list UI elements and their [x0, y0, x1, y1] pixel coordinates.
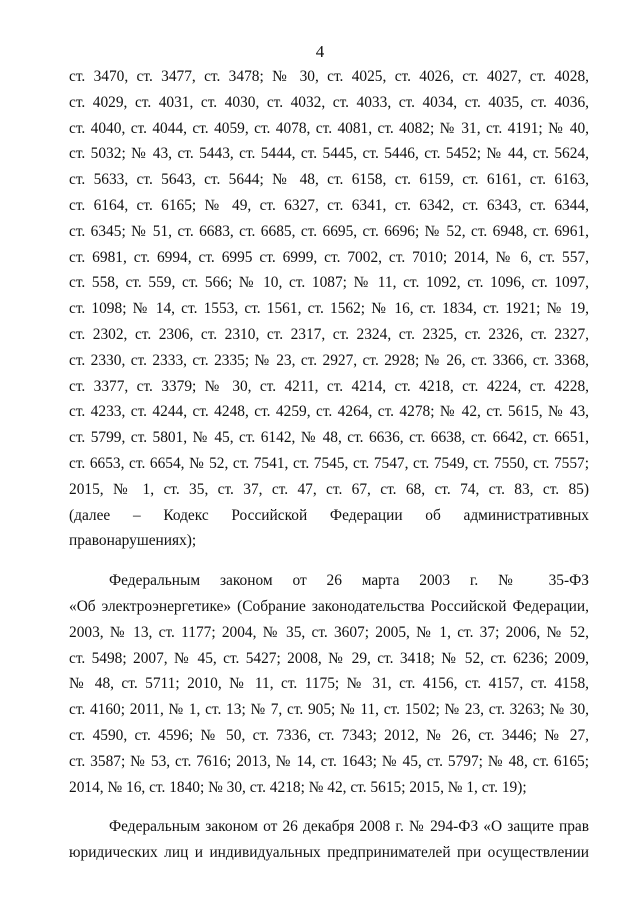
- text-line: ст. 4040, ст. 4044, ст. 4059, ст. 4078, ст. 4081, ст. 4082; № 31, ст. 4191; № 40,: [69, 119, 589, 137]
- text-line: ст. 6164, ст. 6165; № 49, ст. 6327, ст. 6341, ст. 6342, ст. 6343, ст. 6344,: [69, 196, 589, 214]
- text-line: 2003, № 13, ст. 1177; 2004, № 35, ст. 3607; 2005, № 1, ст. 37; 2006, № 52,: [69, 623, 589, 641]
- text-line: ст. 3470, ст. 3477, ст. 3478; № 30, ст. 4025, ст. 4026, ст. 4027, ст. 4028,: [69, 68, 589, 85]
- paragraph-spacer: [69, 800, 589, 814]
- text-line: юридических лиц и индивидуальных предпринимателей при осуществлении: [69, 844, 589, 862]
- text-line: 2015, № 1, ст. 35, ст. 37, ст. 47, ст. 67, ст. 68, ст. 74, ст. 83, ст. 85): [69, 480, 589, 498]
- paragraph-protection-rights-law: [69, 814, 589, 866]
- text-line: ст. 5799, ст. 5801, № 45, ст. 6142, № 48, ст. 6636, ст. 6638, ст. 6642, ст. 6651,: [69, 429, 589, 447]
- paragraph-spacer: [69, 554, 589, 568]
- text-line: ст. 4590, ст. 4596; № 50, ст. 7336, ст. 7343; 2012, № 26, ст. 3446; № 27,: [69, 726, 589, 744]
- text-line: ст. 5498; 2007, № 45, ст. 5427; 2008, № 29, ст. 3418; № 52, ст. 6236; 2009,: [69, 649, 589, 667]
- paragraph-code-citations: [69, 64, 589, 554]
- text-line: ст. 2330, ст. 2333, ст. 2335; № 23, ст. 2927, ст. 2928; № 26, ст. 3366, ст. 3368,: [69, 351, 589, 369]
- document-body: [69, 64, 589, 866]
- text-line: № 48, ст. 5711; 2010, № 11, ст. 1175; № 31, ст. 4156, ст. 4157, ст. 4158,: [69, 675, 589, 693]
- page-number: 4: [315, 42, 325, 61]
- text-line: Федеральным законом от 26 декабря 2008 г. № 294-ФЗ «О защите прав: [109, 818, 589, 836]
- paragraph-electroenergetics-law: [69, 568, 589, 800]
- text-line: ст. 6653, ст. 6654, № 52, ст. 7541, ст. 7545, ст. 7547, ст. 7549, ст. 7550, ст. 7557;: [69, 454, 589, 472]
- text-line: ст. 4233, ст. 4244, ст. 4248, ст. 4259, ст. 4264, ст. 4278; № 42, ст. 5615, № 43,: [69, 403, 589, 421]
- text-line: ст. 5032; № 43, ст. 5443, ст. 5444, ст. 5445, ст. 5446, ст. 5452; № 44, ст. 5624,: [69, 145, 589, 163]
- text-line: ст. 3587; № 53, ст. 7616; 2013, № 14, ст. 1643; № 45, ст. 5797; № 48, ст. 6165;: [69, 752, 589, 770]
- text-line: ст. 4160; 2011, № 1, ст. 13; № 7, ст. 905; № 11, ст. 1502; № 23, ст. 3263; № 30,: [69, 701, 589, 719]
- text-line: ст. 2302, ст. 2306, ст. 2310, ст. 2317, ст. 2324, ст. 2325, ст. 2326, ст. 2327,: [69, 325, 589, 343]
- text-line: Федеральным законом от 26 марта 2003 г. № 35-ФЗ: [109, 572, 589, 590]
- text-line: 2014, № 16, ст. 1840; № 30, ст. 4218; № 42, ст. 5615; 2015, № 1, ст. 19);: [69, 778, 527, 796]
- text-line: ст. 5633, ст. 5643, ст. 5644; № 48, ст. 6158, ст. 6159, ст. 6161, ст. 6163,: [69, 171, 589, 189]
- text-line: ст. 6345; № 51, ст. 6683, ст. 6685, ст. 6695, ст. 6696; № 52, ст. 6948, ст. 6961,: [69, 222, 589, 240]
- text-line: ст. 558, ст. 559, ст. 566; № 10, ст. 1087; № 11, ст. 1092, ст. 1096, ст. 1097,: [69, 274, 589, 292]
- text-line: ст. 6981, ст. 6994, ст. 6995 ст. 6999, ст. 7002, ст. 7010; 2014, № 6, ст. 557,: [69, 248, 589, 266]
- text-line: ст. 4029, ст. 4031, ст. 4030, ст. 4032, ст. 4033, ст. 4034, ст. 4035, ст. 4036,: [69, 93, 589, 111]
- text-line: ст. 3377, ст. 3379; № 30, ст. 4211, ст. 4214, ст. 4218, ст. 4224, ст. 4228,: [69, 377, 589, 395]
- text-line: ст. 1098; № 14, ст. 1553, ст. 1561, ст. 1562; № 16, ст. 1834, ст. 1921; № 19,: [69, 300, 589, 318]
- text-line: правонарушениях);: [69, 532, 197, 550]
- text-line: (далее – Кодекс Российской Федерации об административных: [69, 506, 589, 524]
- text-line: «Об электроэнергетике» (Собрание законодательства Российской Федерации,: [69, 597, 589, 615]
